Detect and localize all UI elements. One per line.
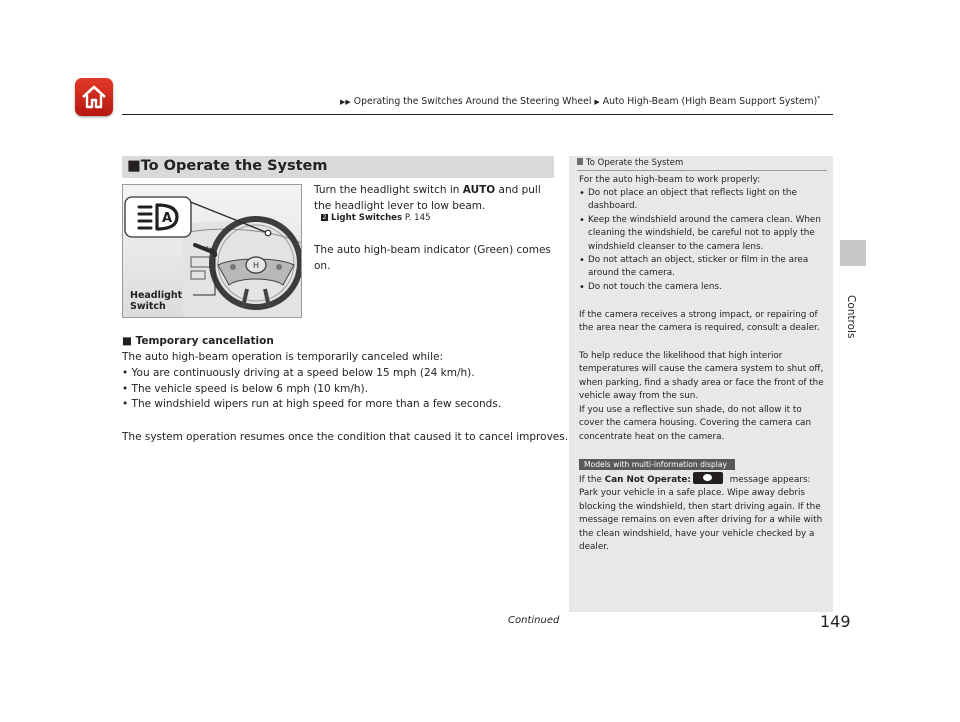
reference-arrow-icon: 2: [322, 214, 327, 221]
camera-warning-icon: [693, 472, 723, 484]
indicator-paragraph: The auto high-beam indicator (Green) comes on.: [314, 244, 551, 272]
instruction-paragraph: [314, 183, 554, 214]
list-item: • Do not place an object that reflects light on the dashboard.: [579, 187, 827, 214]
note-p4-start: If the: [579, 475, 605, 485]
note-precautions-list: [579, 187, 827, 294]
home-button[interactable]: [75, 78, 113, 116]
list-item: • Do not touch the camera lens.: [579, 281, 827, 294]
breadcrumb-current: Auto High-Beam (High Beam Support System): [602, 96, 818, 108]
resume-paragraph: The system operation resumes once the condition that caused it to cancel improves.: [122, 431, 569, 443]
cancellation-conditions-list: [122, 366, 501, 413]
note-paragraph-can-not-operate: [579, 472, 827, 554]
note-p4-end: message appears: Park your vehicle in a safe place. Wipe away debris blocking the windshield, then start driving again. If the message remains on even after driving for a while with the clean windshield, have your vehicle checked by a dealer.: [579, 475, 823, 553]
auto-keyword: AUTO: [462, 184, 496, 196]
instruction-text-start: Turn the headlight switch in: [314, 184, 463, 196]
side-tab-label[interactable]: Controls: [845, 295, 857, 339]
model-applicability-badge: Models with multi-information display: [579, 459, 735, 470]
section-title: [127, 158, 328, 174]
list-item: • You are continuously driving at a speed below 15 mph (24 km/h).: [122, 367, 475, 379]
subsection-title: Temporary cancellation: [135, 335, 274, 347]
headlight-switch-callout: [130, 290, 182, 312]
breadcrumb-separator: ▶: [594, 98, 600, 107]
breadcrumb-asterisk: *: [817, 95, 821, 102]
temporary-cancellation-heading: [122, 335, 274, 347]
breadcrumb-arrows: ▶▶: [340, 98, 351, 107]
note-paragraph-sunshade: If you use a reflective sun shade, do not allow it to cover the camera housing. Covering the camera can concentrate heat on the camera.: [579, 405, 812, 442]
instruction-text-end: and pull the headlight lever to low beam.: [314, 184, 541, 212]
sidebar-title-text: To Operate the System: [586, 158, 684, 168]
section-title-text: To Operate the System: [140, 158, 328, 174]
callout-line-1: Headlight: [130, 290, 183, 301]
sidebar-title-divider: [577, 170, 827, 171]
header-divider: [122, 114, 833, 115]
sidebar-note-title: [577, 158, 683, 168]
note-intro: For the auto high-beam to work properly:: [579, 175, 761, 185]
breadcrumb: [340, 95, 820, 107]
list-item: • The vehicle speed is below 6 mph (10 km/h).: [122, 382, 368, 395]
can-not-operate-keyword: Can Not Operate:: [604, 475, 691, 485]
list-item: • The windshield wipers run at high speed for more than a few seconds.: [122, 398, 502, 410]
continued-label: Continued: [508, 615, 560, 626]
reference-label: Light Switches: [331, 213, 403, 223]
note-marker-icon: [577, 158, 583, 165]
svg-text:H: H: [252, 261, 260, 270]
list-item: • Keep the windshield around the camera clean. When cleaning the windshield, be careful not to apply the windshield cleanser to the camera lens.: [579, 214, 827, 254]
subsection-marker: ■: [122, 335, 132, 347]
cancellation-intro: The auto high-beam operation is temporarily canceled while:: [122, 351, 444, 363]
section-marker: ■: [127, 158, 141, 174]
note-paragraph-temperature: To help reduce the likelihood that high interior temperatures will cause the camera system to shut off, when parking, find a shady area or face the front of the vehicle away from the sun.: [579, 351, 824, 402]
callout-line-2: Switch: [130, 301, 166, 312]
reference-page: P. 145: [402, 213, 431, 223]
light-switches-reference-link[interactable]: [321, 213, 431, 223]
svg-text:A: A: [161, 211, 173, 226]
side-tab-marker: [840, 240, 866, 266]
page-number: 149: [820, 612, 851, 631]
list-item: • Do not attach an object, sticker or film in the area around the camera.: [579, 254, 827, 281]
home-icon: [80, 83, 108, 111]
breadcrumb-parent[interactable]: Operating the Switches Around the Steering Wheel: [353, 96, 592, 108]
note-paragraph-impact: If the camera receives a strong impact, or repairing of the area near the camera is required, consult a dealer.: [579, 310, 820, 334]
